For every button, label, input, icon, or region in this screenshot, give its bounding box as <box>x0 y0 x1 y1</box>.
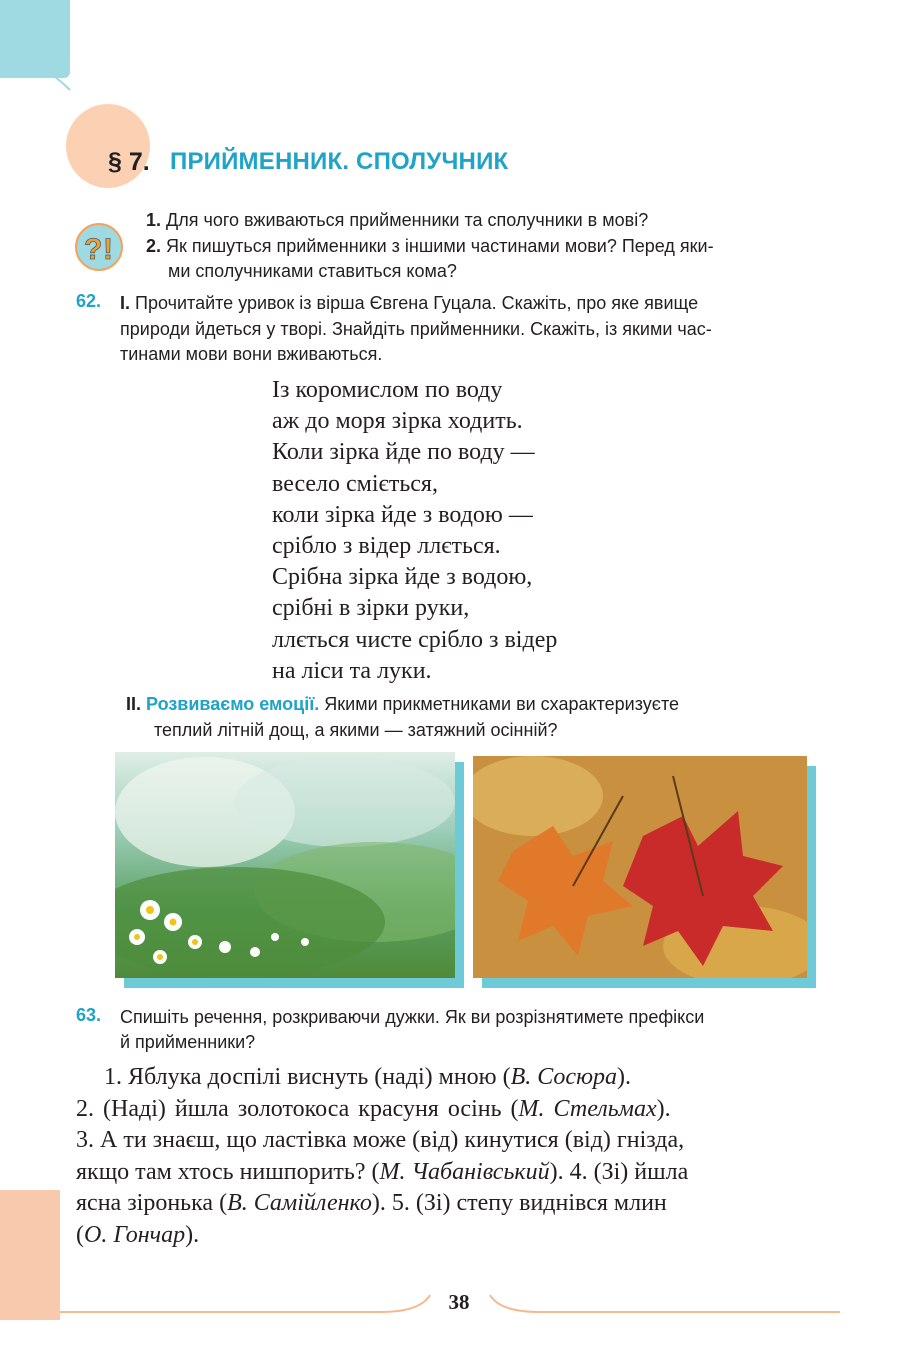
exercise-62-line-2: природи йдеться у творі. Знайдіть прийменники. Скажіть, із якими час- <box>120 319 712 339</box>
exercise-63-line-2: й прийменники? <box>120 1032 256 1052</box>
poem-line: Срібна зірка йде з водою, <box>272 564 533 591</box>
poem-line: срібло з відер ллється. <box>272 533 501 560</box>
poem-line: весело сміється, <box>272 470 438 497</box>
poem-line: на ліси та луки. <box>272 657 432 684</box>
exercise-62-number: 62. <box>76 291 102 311</box>
section-title: ПРИЙМЕННИК. СПОЛУЧНИК <box>170 148 509 175</box>
poem-line: коли зірка йде з водою — <box>272 501 533 528</box>
exercise-63-number: 63. <box>76 1005 102 1025</box>
exercise-62-line-1: I. Прочитайте уривок із вірша Євгена Гуцала. Скажіть, про яке явище <box>120 293 699 313</box>
sentence-line-5: ясна зіронька (В. Самійленко). 5. (Зі) степу виднівся млин <box>76 1190 667 1217</box>
poem <box>272 375 557 687</box>
sentence-line-2: 2. (Наді) йшла золотокоса красуня осінь (М. Стельмах). <box>76 1095 671 1122</box>
summer-rain-photo <box>115 752 455 978</box>
exercise-62-part-2-line-1: II. Розвиваємо емоції. Якими прикметниками ви схарактеризуєте <box>126 694 679 714</box>
sentence-line-6: (О. Гончар). <box>76 1221 200 1248</box>
poem-line: Коли зірка йде по воду — <box>272 439 535 466</box>
svg-text:!: ! <box>103 233 113 266</box>
question-2: 2. Як пишуться прийменники з іншими частинами мови? Перед яки- <box>146 236 714 256</box>
exercise-62-part-2-line-2: теплий літній дощ, а якими — затяжний осінній? <box>154 720 558 740</box>
exercise-63-sentences <box>76 1062 840 1252</box>
corner-curve-decoration <box>0 0 90 100</box>
poem-line: ллється чисте срібло з відер <box>272 626 558 653</box>
exercise-62-line-3: тинами мови вони вживаються. <box>120 344 383 364</box>
page-number: 38 <box>448 1290 470 1314</box>
autumn-leaves-photo <box>473 756 807 978</box>
sentence-line-3: 3. А ти знаєш, що ластівка може (від) кинутися (від) гнізда, <box>76 1127 685 1154</box>
sentence-line-4: якщо там хтось нишпорить? (М. Чабанівський). 4. (Зі) йшла <box>76 1158 689 1185</box>
question-exclamation-icon <box>74 222 124 272</box>
poem-line: аж до моря зірка ходить. <box>272 408 523 435</box>
svg-text:?: ? <box>84 233 103 266</box>
poem-line: срібні в зірки руки, <box>272 595 470 622</box>
exercise-63-line-1: Спишіть речення, розкриваючи дужки. Як ви розрізнятимете префікси <box>120 1007 705 1027</box>
section-number: § 7. <box>108 148 150 176</box>
question-2-continued: ми сполучниками ставиться кома? <box>168 261 457 281</box>
sentence-line-1: 1. Яблука доспілі виснуть (наді) мною (В. Сосюра). <box>104 1064 631 1090</box>
question-1: 1. Для чого вживаються прийменники та сполучники в мові? <box>146 210 649 230</box>
poem-line: Із коромислом по воду <box>272 377 503 403</box>
